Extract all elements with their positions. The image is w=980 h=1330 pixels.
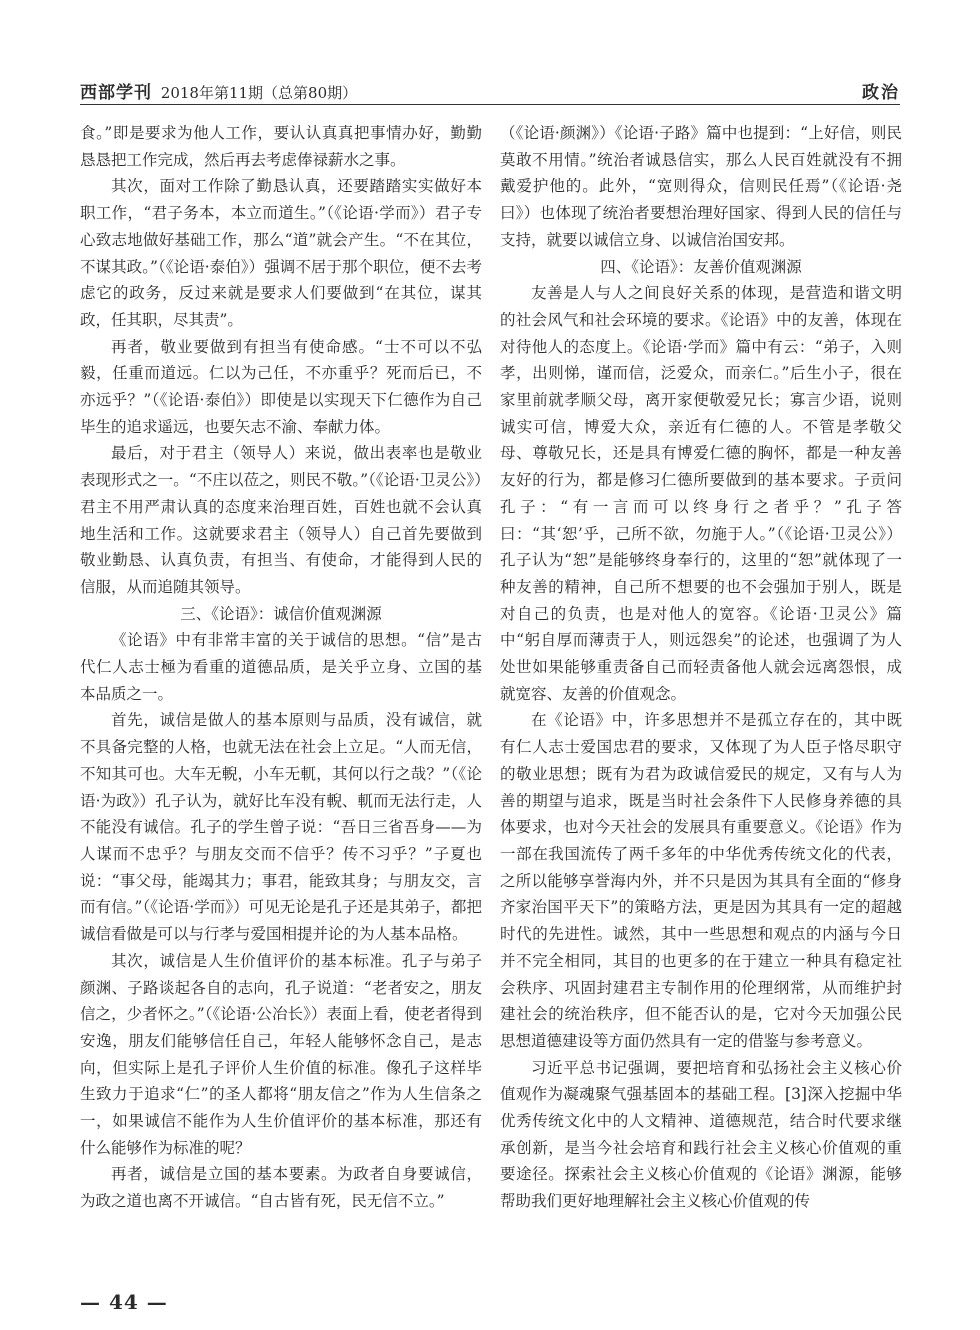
section-heading: 四、《论语》：友善价值观渊源: [600, 257, 802, 276]
left-column: [80, 120, 482, 1215]
section-heading: 三、《论语》：诚信价值观渊源: [180, 604, 382, 623]
running-header: [80, 74, 900, 105]
section-label: 政治: [862, 83, 900, 103]
paragraph: 在《论语》中，许多思想并不是孤立存在的，其中既有仁人志士爱国忠君的要求，又体现了为人臣子恪尽职守的敬业思想；既有为君为政诚信爱民的规定，又有与人为善的期望与追求，既是当时社会条件下人民修身养德的具体要求，也对今天社会的发展具有重要意义。《论语》作为一部在我国流传了两千多年的中华优秀传统文化的代表，之所以能够享誉海内外，并不只是因为其具有全面的“修身齐家治国平天下”的策略方法，更是因为其具有一定的超越时代的先进性。诚然，其中一些思想和观点的内涵与今日并不完全相同，其目的也更多的在于建立一种具有稳定社会秩序、巩固封建君主专制作用的伦理纲常，从而维护封建社会的统治秩序，但不能否认的是，它对今天加强公民思想道德建设等方面仍然具有一定的借鉴与参考意义。: [500, 711, 902, 1050]
page-number: — 44 —: [80, 1290, 168, 1314]
paragraph: 再者，敬业要做到有担当有使命感。“士不可以不弘毅，任重而道远。仁以为己任，不亦重乎？死而后已，不亦远乎？”（《论语·泰伯》）即使是以实现天下仁德作为自己毕生的追求遥远，也要矢志不渝、奉献力体。: [80, 337, 482, 436]
journal-info: [80, 78, 357, 103]
issue-info: 2018年第11期（总第80期）: [160, 84, 358, 102]
journal-name: 西部学刊: [80, 83, 152, 103]
paragraph: （《论语·颜渊》）《论语·子路》篇中也提到：“上好信，则民莫敢不用情。”统治者诚恳信实，那么人民百姓就没有不拥戴爱护他的。此外，“宽则得众，信则民任焉”（《论语·尧曰》）也体现了统治者要想治理好国家、得到人民的信任与支持，就要以诚信立身、以诚信治国安邦。: [500, 124, 902, 249]
paragraph: 最后，对于君主（领导人）来说，做出表率也是敬业表现形式之一。“不庄以莅之，则民不敬。”（《论语·卫灵公》）君主不用严肃认真的态度来治理百姓，百姓也就不会认真地生活和工作。这就要求君主（领导人）自己首先要做到敬业勤恳、认真负责，有担当、有使命，才能得到人民的信服，从而追随其领导。: [80, 444, 482, 596]
paragraph: 食。”即是要求为他人工作，要认认真真把事情办好，勤勤恳恳把工作完成，然后再去考虑俸禄薪水之事。: [80, 124, 482, 169]
paragraph: 其次，面对工作除了勤恳认真，还要踏踏实实做好本职工作，“君子务本，本立而道生。”（《论语·学而》）君子专心致志地做好基础工作，那么“道”就会产生。“不在其位，不谋其政。”（《论语·泰伯》）强调不居于那个职位，便不去考虑它的政务，反过来就是要求人们要做到“在其位，谋其政，任其职，尽其责”。: [80, 177, 482, 329]
paragraph: 其次，诚信是人生价值评价的基本标准。孔子与弟子颜渊、子路谈起各自的志向，孔子说道：“老者安之，朋友信之，少者怀之。”（《论语·公冶长》）表面上看，使老者得到安逸，朋友们能够信任自己，年轻人能够怀念自己，是志向，但实际上是孔子评价人生价值的标准。像孔子这样毕生致力于追求“仁”的圣人都将“朋友信之”作为人生信条之一，如果诚信不能作为人生价值评价的基本标准，那还有什么能够作为标准的呢？: [80, 951, 482, 1157]
right-column: [500, 120, 902, 1215]
paragraph: 《论语》中有非常丰富的关于诚信的思想。“信”是古代仁人志士極为看重的道德品质，是关乎立身、立国的基本品质之一。: [80, 631, 482, 703]
paragraph: 友善是人与人之间良好关系的体现，是营造和谐文明的社会风气和社会环境的要求。《论语》中的友善，体现在对待他人的态度上。《论语·学而》篇中有云：“弟子，入则孝，出则悌，谨而信，泛爱众，而亲仁。”后生小子，很在家里前就孝顺父母，离开家便敬爱兄长；寡言少语，说则诚实可信，博爱大众，亲近有仁德的人。不管是孝敬父母、尊敬兄长，还是具有博爱仁德的胸怀，都是一种友善友好的行为，都是修习仁德所要做到的基本要求。子贡问孔子：“有一言而可以终身行之者乎？”孔子答曰：“其‘恕’乎，己所不欲，勿施于人。”（《论语·卫灵公》）孔子认为“恕”是能够终身奉行的，这里的“恕”就体现了一种友善的精神，自己所不想要的也不会强加于别人，既是对自己的负责，也是对他人的宽容。《论语·卫灵公》篇中“躬自厚而薄责于人，则远怨矣”的论述，也强调了为人处世如果能够重责备自己而轻责备他人就会远离怨恨，成就宽容、友善的价值观念。: [500, 284, 902, 703]
paragraph: 首先，诚信是做人的基本原则与品质，没有诚信，就不具备完整的人格，也就无法在社会上立足。“人而无信，不知其可也。大车无輗，小车无軏，其何以行之哉？”（《论语·为政》）孔子认为，就好比车没有輗、軏而无法行走，人不能没有诚信。孔子的学生曾子说：“吾日三省吾身——为人谋而不忠乎？与朋友交而不信乎？传不习乎？”子夏也说：“事父母，能竭其力；事君，能致其身；与朋友交，言而有信。”（《论语·学而》）可见无论是孔子还是其弟子，都把诚信看做是可以与行孝与爱国相提并论的为人基本品格。: [80, 711, 482, 944]
paragraph: 习近平总书记强调，要把培育和弘扬社会主义核心价值观作为凝魂聚气强基固本的基础工程。[3]深入挖掘中华优秀传统文化中的人文精神、道德规范，结合时代要求继承创新，是当今社会培育和践行社会主义核心价值观的重要途径。探索社会主义核心价值观的《论语》渊源，能够帮助我们更好地理解社会主义核心价值观的传: [500, 1058, 902, 1211]
paragraph: 再者，诚信是立国的基本要素。为政者自身要诚信，为政之道也离不开诚信。“自古皆有死，民无信不立。”: [80, 1165, 482, 1211]
